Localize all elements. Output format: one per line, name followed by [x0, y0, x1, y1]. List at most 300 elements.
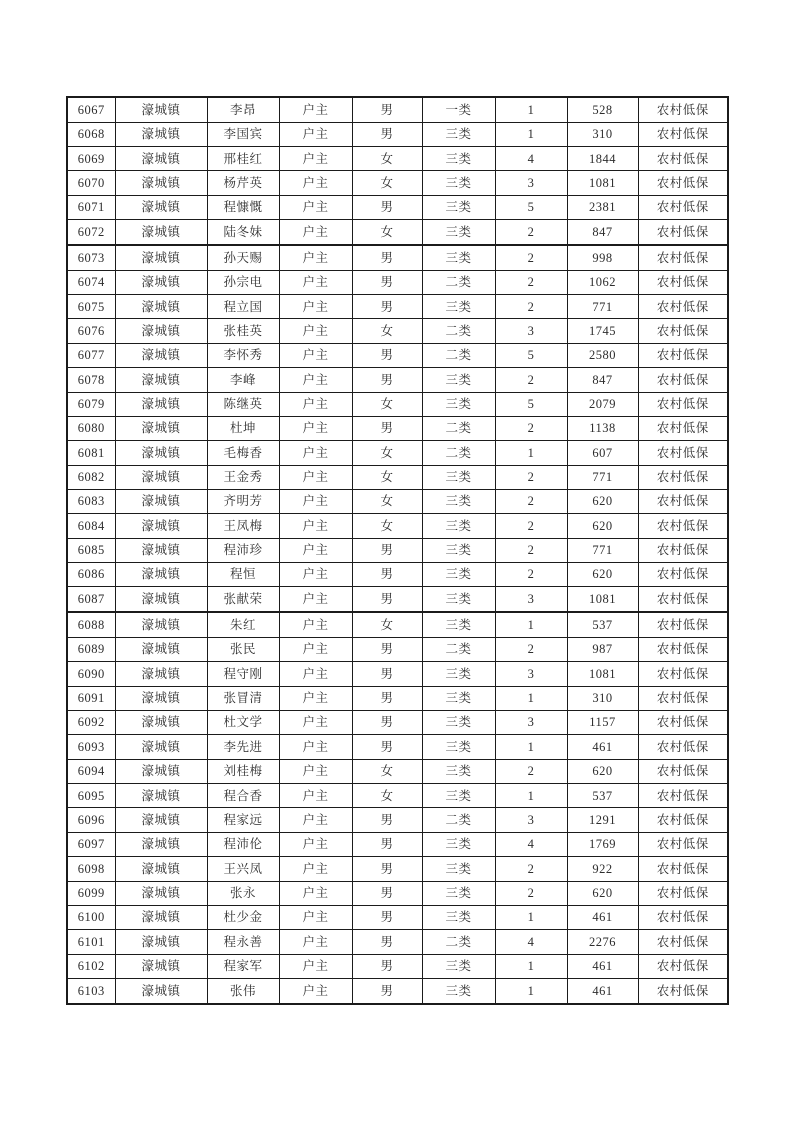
cell-relation: 户主	[279, 538, 352, 562]
cell-persons: 1	[495, 97, 567, 122]
cell-town: 濠城镇	[115, 587, 207, 612]
cell-gender: 女	[352, 392, 422, 416]
cell-town: 濠城镇	[115, 784, 207, 808]
cell-gender: 男	[352, 343, 422, 367]
cell-benefit-type: 农村低保	[638, 759, 728, 783]
cell-serial: 6094	[67, 759, 115, 783]
table-row	[67, 270, 728, 294]
table-row	[67, 538, 728, 562]
table-row	[67, 122, 728, 146]
table-row	[67, 954, 728, 978]
cell-serial: 6075	[67, 295, 115, 319]
cell-benefit-type: 农村低保	[638, 538, 728, 562]
cell-gender: 女	[352, 612, 422, 637]
cell-benefit-type: 农村低保	[638, 343, 728, 367]
cell-town: 濠城镇	[115, 122, 207, 146]
cell-category: 三类	[422, 147, 495, 171]
cell-gender: 男	[352, 295, 422, 319]
cell-town: 濠城镇	[115, 857, 207, 881]
cell-amount: 461	[567, 978, 638, 1004]
cell-relation: 户主	[279, 147, 352, 171]
cell-town: 濠城镇	[115, 538, 207, 562]
cell-town: 濠城镇	[115, 637, 207, 661]
cell-relation: 户主	[279, 612, 352, 637]
cell-serial: 6095	[67, 784, 115, 808]
cell-gender: 男	[352, 122, 422, 146]
cell-gender: 女	[352, 784, 422, 808]
cell-persons: 2	[495, 538, 567, 562]
cell-town: 濠城镇	[115, 662, 207, 686]
table-row	[67, 295, 728, 319]
cell-name: 陆冬妹	[207, 220, 279, 245]
cell-serial: 6083	[67, 489, 115, 513]
cell-relation: 户主	[279, 368, 352, 392]
cell-persons: 1	[495, 612, 567, 637]
cell-serial: 6099	[67, 881, 115, 905]
cell-benefit-type: 农村低保	[638, 662, 728, 686]
cell-persons: 2	[495, 637, 567, 661]
cell-benefit-type: 农村低保	[638, 711, 728, 735]
cell-benefit-type: 农村低保	[638, 465, 728, 489]
cell-town: 濠城镇	[115, 368, 207, 392]
table-row	[67, 881, 728, 905]
table-row	[67, 319, 728, 343]
cell-category: 三类	[422, 978, 495, 1004]
cell-amount: 922	[567, 857, 638, 881]
cell-benefit-type: 农村低保	[638, 514, 728, 538]
cell-amount: 1081	[567, 662, 638, 686]
cell-name: 张桂英	[207, 319, 279, 343]
cell-amount: 620	[567, 563, 638, 587]
cell-amount: 607	[567, 441, 638, 465]
cell-benefit-type: 农村低保	[638, 612, 728, 637]
cell-persons: 3	[495, 319, 567, 343]
cell-persons: 4	[495, 832, 567, 856]
cell-gender: 男	[352, 808, 422, 832]
cell-benefit-type: 农村低保	[638, 686, 728, 710]
cell-serial: 6086	[67, 563, 115, 587]
cell-name: 张永	[207, 881, 279, 905]
cell-category: 二类	[422, 319, 495, 343]
cell-amount: 771	[567, 295, 638, 319]
cell-relation: 户主	[279, 319, 352, 343]
cell-town: 濠城镇	[115, 881, 207, 905]
cell-town: 濠城镇	[115, 832, 207, 856]
cell-benefit-type: 农村低保	[638, 905, 728, 929]
cell-category: 三类	[422, 881, 495, 905]
cell-name: 李国宾	[207, 122, 279, 146]
table-row	[67, 905, 728, 929]
cell-category: 三类	[422, 514, 495, 538]
cell-amount: 620	[567, 881, 638, 905]
cell-amount: 1081	[567, 587, 638, 612]
cell-amount: 461	[567, 735, 638, 759]
cell-persons: 1	[495, 441, 567, 465]
cell-benefit-type: 农村低保	[638, 97, 728, 122]
cell-relation: 户主	[279, 195, 352, 219]
cell-benefit-type: 农村低保	[638, 368, 728, 392]
cell-town: 濠城镇	[115, 441, 207, 465]
cell-serial: 6084	[67, 514, 115, 538]
table-row	[67, 147, 728, 171]
cell-category: 二类	[422, 441, 495, 465]
cell-town: 濠城镇	[115, 319, 207, 343]
cell-gender: 女	[352, 489, 422, 513]
table-row	[67, 245, 728, 270]
cell-name: 程恒	[207, 563, 279, 587]
cell-name: 王金秀	[207, 465, 279, 489]
cell-relation: 户主	[279, 171, 352, 195]
cell-gender: 男	[352, 832, 422, 856]
cell-relation: 户主	[279, 735, 352, 759]
cell-amount: 310	[567, 122, 638, 146]
cell-gender: 男	[352, 954, 422, 978]
cell-persons: 2	[495, 563, 567, 587]
cell-category: 二类	[422, 270, 495, 294]
cell-amount: 620	[567, 514, 638, 538]
cell-serial: 6068	[67, 122, 115, 146]
cell-gender: 男	[352, 711, 422, 735]
cell-serial: 6096	[67, 808, 115, 832]
cell-amount: 2079	[567, 392, 638, 416]
cell-serial: 6093	[67, 735, 115, 759]
cell-relation: 户主	[279, 711, 352, 735]
cell-category: 三类	[422, 220, 495, 245]
cell-relation: 户主	[279, 270, 352, 294]
cell-town: 濠城镇	[115, 147, 207, 171]
cell-name: 王凤梅	[207, 514, 279, 538]
cell-town: 濠城镇	[115, 343, 207, 367]
cell-serial: 6089	[67, 637, 115, 661]
cell-amount: 771	[567, 465, 638, 489]
table-row	[67, 711, 728, 735]
cell-category: 三类	[422, 954, 495, 978]
table-row	[67, 857, 728, 881]
table-body	[67, 97, 728, 1004]
cell-town: 濠城镇	[115, 808, 207, 832]
cell-name: 刘桂梅	[207, 759, 279, 783]
cell-serial: 6080	[67, 416, 115, 440]
cell-benefit-type: 农村低保	[638, 881, 728, 905]
cell-gender: 男	[352, 97, 422, 122]
cell-name: 张民	[207, 637, 279, 661]
cell-amount: 1138	[567, 416, 638, 440]
cell-town: 濠城镇	[115, 735, 207, 759]
table-row	[67, 686, 728, 710]
cell-town: 濠城镇	[115, 245, 207, 270]
cell-relation: 户主	[279, 978, 352, 1004]
cell-benefit-type: 农村低保	[638, 735, 728, 759]
cell-town: 濠城镇	[115, 930, 207, 954]
cell-serial: 6070	[67, 171, 115, 195]
cell-serial: 6102	[67, 954, 115, 978]
table-row	[67, 662, 728, 686]
cell-name: 齐明芳	[207, 489, 279, 513]
cell-gender: 男	[352, 978, 422, 1004]
cell-name: 邢桂红	[207, 147, 279, 171]
cell-benefit-type: 农村低保	[638, 441, 728, 465]
cell-name: 李峰	[207, 368, 279, 392]
cell-relation: 户主	[279, 784, 352, 808]
cell-gender: 女	[352, 319, 422, 343]
cell-name: 杜坤	[207, 416, 279, 440]
cell-gender: 女	[352, 220, 422, 245]
cell-amount: 1844	[567, 147, 638, 171]
cell-gender: 女	[352, 147, 422, 171]
cell-gender: 男	[352, 587, 422, 612]
cell-category: 三类	[422, 832, 495, 856]
cell-benefit-type: 农村低保	[638, 954, 728, 978]
cell-benefit-type: 农村低保	[638, 171, 728, 195]
cell-town: 濠城镇	[115, 954, 207, 978]
cell-persons: 3	[495, 587, 567, 612]
cell-relation: 户主	[279, 857, 352, 881]
cell-town: 濠城镇	[115, 686, 207, 710]
cell-category: 三类	[422, 195, 495, 219]
cell-amount: 1157	[567, 711, 638, 735]
cell-persons: 2	[495, 245, 567, 270]
cell-amount: 537	[567, 612, 638, 637]
cell-category: 三类	[422, 465, 495, 489]
cell-benefit-type: 农村低保	[638, 930, 728, 954]
table-row	[67, 489, 728, 513]
cell-category: 三类	[422, 686, 495, 710]
cell-category: 三类	[422, 905, 495, 929]
cell-amount: 987	[567, 637, 638, 661]
cell-town: 濠城镇	[115, 97, 207, 122]
cell-amount: 2580	[567, 343, 638, 367]
cell-persons: 2	[495, 220, 567, 245]
cell-amount: 2276	[567, 930, 638, 954]
cell-relation: 户主	[279, 220, 352, 245]
table-row	[67, 978, 728, 1004]
cell-town: 濠城镇	[115, 563, 207, 587]
cell-relation: 户主	[279, 245, 352, 270]
cell-serial: 6074	[67, 270, 115, 294]
cell-town: 濠城镇	[115, 171, 207, 195]
cell-persons: 4	[495, 147, 567, 171]
cell-category: 三类	[422, 857, 495, 881]
cell-persons: 2	[495, 489, 567, 513]
cell-serial: 6101	[67, 930, 115, 954]
cell-relation: 户主	[279, 954, 352, 978]
cell-name: 程沛珍	[207, 538, 279, 562]
cell-amount: 528	[567, 97, 638, 122]
table-row	[67, 587, 728, 612]
table-row	[67, 97, 728, 122]
cell-persons: 3	[495, 662, 567, 686]
cell-name: 程家军	[207, 954, 279, 978]
cell-relation: 户主	[279, 295, 352, 319]
cell-benefit-type: 农村低保	[638, 416, 728, 440]
cell-name: 陈继英	[207, 392, 279, 416]
table-row	[67, 441, 728, 465]
cell-amount: 1062	[567, 270, 638, 294]
cell-amount: 2381	[567, 195, 638, 219]
table-row	[67, 220, 728, 245]
table-row	[67, 514, 728, 538]
cell-name: 杜文学	[207, 711, 279, 735]
cell-name: 孙天赐	[207, 245, 279, 270]
cell-category: 三类	[422, 122, 495, 146]
cell-serial: 6081	[67, 441, 115, 465]
cell-name: 程立国	[207, 295, 279, 319]
cell-persons: 2	[495, 270, 567, 294]
cell-relation: 户主	[279, 905, 352, 929]
cell-persons: 3	[495, 711, 567, 735]
cell-amount: 1769	[567, 832, 638, 856]
cell-relation: 户主	[279, 465, 352, 489]
cell-benefit-type: 农村低保	[638, 489, 728, 513]
cell-gender: 男	[352, 368, 422, 392]
cell-name: 李先进	[207, 735, 279, 759]
cell-serial: 6069	[67, 147, 115, 171]
cell-name: 王兴凤	[207, 857, 279, 881]
cell-serial: 6092	[67, 711, 115, 735]
cell-benefit-type: 农村低保	[638, 784, 728, 808]
cell-benefit-type: 农村低保	[638, 563, 728, 587]
cell-benefit-type: 农村低保	[638, 587, 728, 612]
table-row	[67, 465, 728, 489]
cell-persons: 2	[495, 857, 567, 881]
cell-benefit-type: 农村低保	[638, 857, 728, 881]
cell-gender: 男	[352, 563, 422, 587]
cell-amount: 461	[567, 954, 638, 978]
cell-relation: 户主	[279, 686, 352, 710]
cell-gender: 女	[352, 465, 422, 489]
cell-town: 濠城镇	[115, 465, 207, 489]
cell-town: 濠城镇	[115, 711, 207, 735]
cell-name: 李昂	[207, 97, 279, 122]
cell-serial: 6098	[67, 857, 115, 881]
cell-amount: 461	[567, 905, 638, 929]
cell-category: 三类	[422, 735, 495, 759]
cell-serial: 6088	[67, 612, 115, 637]
cell-relation: 户主	[279, 122, 352, 146]
cell-serial: 6073	[67, 245, 115, 270]
cell-persons: 3	[495, 808, 567, 832]
cell-relation: 户主	[279, 489, 352, 513]
table-row	[67, 930, 728, 954]
table-row	[67, 343, 728, 367]
cell-town: 濠城镇	[115, 759, 207, 783]
cell-benefit-type: 农村低保	[638, 808, 728, 832]
cell-category: 三类	[422, 587, 495, 612]
table-row	[67, 637, 728, 661]
cell-amount: 537	[567, 784, 638, 808]
cell-gender: 男	[352, 930, 422, 954]
cell-persons: 1	[495, 978, 567, 1004]
cell-category: 三类	[422, 295, 495, 319]
cell-category: 一类	[422, 97, 495, 122]
cell-gender: 男	[352, 538, 422, 562]
cell-category: 二类	[422, 637, 495, 661]
cell-name: 张献荣	[207, 587, 279, 612]
cell-gender: 男	[352, 416, 422, 440]
cell-name: 杨芹英	[207, 171, 279, 195]
cell-amount: 620	[567, 759, 638, 783]
cell-benefit-type: 农村低保	[638, 245, 728, 270]
cell-town: 濠城镇	[115, 978, 207, 1004]
cell-town: 濠城镇	[115, 195, 207, 219]
cell-category: 三类	[422, 711, 495, 735]
cell-name: 程永善	[207, 930, 279, 954]
cell-serial: 6078	[67, 368, 115, 392]
cell-serial: 6087	[67, 587, 115, 612]
table-row	[67, 392, 728, 416]
cell-gender: 男	[352, 905, 422, 929]
cell-name: 杜少金	[207, 905, 279, 929]
table-row	[67, 171, 728, 195]
cell-relation: 户主	[279, 881, 352, 905]
cell-serial: 6085	[67, 538, 115, 562]
cell-category: 三类	[422, 368, 495, 392]
cell-persons: 5	[495, 343, 567, 367]
cell-gender: 男	[352, 637, 422, 661]
cell-gender: 男	[352, 270, 422, 294]
cell-town: 濠城镇	[115, 489, 207, 513]
cell-serial: 6067	[67, 97, 115, 122]
cell-serial: 6097	[67, 832, 115, 856]
cell-serial: 6072	[67, 220, 115, 245]
cell-amount: 771	[567, 538, 638, 562]
subsistence-allowance-table	[66, 96, 729, 1005]
cell-relation: 户主	[279, 343, 352, 367]
cell-persons: 1	[495, 686, 567, 710]
cell-category: 三类	[422, 759, 495, 783]
cell-serial: 6090	[67, 662, 115, 686]
cell-category: 二类	[422, 416, 495, 440]
cell-name: 张伟	[207, 978, 279, 1004]
cell-gender: 男	[352, 245, 422, 270]
cell-benefit-type: 农村低保	[638, 147, 728, 171]
cell-category: 二类	[422, 930, 495, 954]
cell-benefit-type: 农村低保	[638, 270, 728, 294]
cell-benefit-type: 农村低保	[638, 295, 728, 319]
cell-amount: 847	[567, 220, 638, 245]
cell-amount: 1745	[567, 319, 638, 343]
cell-gender: 男	[352, 857, 422, 881]
cell-persons: 5	[495, 392, 567, 416]
cell-persons: 1	[495, 784, 567, 808]
table-row	[67, 563, 728, 587]
cell-serial: 6077	[67, 343, 115, 367]
cell-category: 三类	[422, 612, 495, 637]
cell-gender: 女	[352, 514, 422, 538]
cell-persons: 1	[495, 954, 567, 978]
table-row	[67, 808, 728, 832]
cell-town: 濠城镇	[115, 220, 207, 245]
cell-relation: 户主	[279, 808, 352, 832]
cell-serial: 6071	[67, 195, 115, 219]
cell-relation: 户主	[279, 563, 352, 587]
cell-gender: 男	[352, 662, 422, 686]
cell-persons: 2	[495, 295, 567, 319]
cell-gender: 女	[352, 171, 422, 195]
cell-gender: 女	[352, 759, 422, 783]
cell-relation: 户主	[279, 637, 352, 661]
cell-benefit-type: 农村低保	[638, 637, 728, 661]
cell-gender: 女	[352, 441, 422, 465]
cell-town: 濠城镇	[115, 612, 207, 637]
cell-town: 濠城镇	[115, 514, 207, 538]
table-row	[67, 612, 728, 637]
cell-relation: 户主	[279, 392, 352, 416]
cell-category: 三类	[422, 662, 495, 686]
cell-serial: 6076	[67, 319, 115, 343]
cell-amount: 847	[567, 368, 638, 392]
cell-name: 李怀秀	[207, 343, 279, 367]
